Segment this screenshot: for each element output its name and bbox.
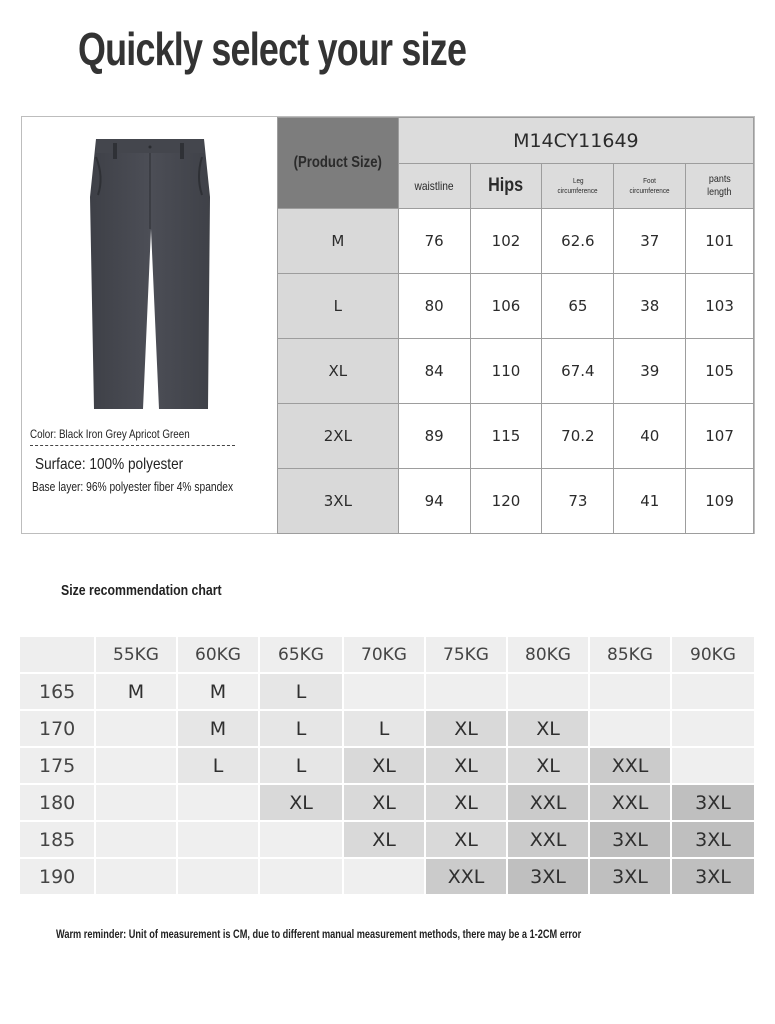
- recommended-size-cell: [260, 859, 342, 894]
- pants-length-value: 101: [686, 209, 754, 274]
- table-row: [278, 404, 754, 469]
- recommended-size-cell: M: [178, 674, 258, 709]
- weight-header: 75KG: [426, 637, 506, 672]
- table-row: [278, 274, 754, 339]
- hips-value: 106: [470, 274, 542, 339]
- recommended-size-cell: XXL: [590, 748, 670, 783]
- size-label: XL: [278, 339, 399, 404]
- recommended-size-cell: XL: [344, 785, 424, 820]
- recommended-size-cell: [508, 674, 588, 709]
- hips-value: 110: [470, 339, 542, 404]
- recommended-size-cell: [344, 674, 424, 709]
- waistline-value: 84: [398, 339, 470, 404]
- recommendation-row: [20, 674, 754, 709]
- hips-value: 102: [470, 209, 542, 274]
- size-spec-table: [277, 117, 754, 534]
- recommended-size-cell: 3XL: [672, 785, 754, 820]
- weight-header: 55KG: [96, 637, 176, 672]
- table-row: [278, 469, 754, 534]
- height-label: 170: [20, 711, 94, 746]
- dashed-divider: [30, 445, 235, 446]
- recommended-size-cell: [96, 859, 176, 894]
- product-info: [30, 427, 270, 494]
- recommended-size-cell: 3XL: [672, 822, 754, 857]
- leg-circumference-value: 70.2: [542, 404, 614, 469]
- size-label: 2XL: [278, 404, 399, 469]
- weight-header-row: [20, 637, 754, 672]
- recommended-size-cell: [672, 711, 754, 746]
- weight-header: 60KG: [178, 637, 258, 672]
- recommended-size-cell: [672, 748, 754, 783]
- pants-length-value: 105: [686, 339, 754, 404]
- column-header-foot-circumference: Foot circumference: [614, 164, 686, 209]
- table-row: [278, 209, 754, 274]
- weight-header: 85KG: [590, 637, 670, 672]
- recommended-size-cell: XL: [344, 748, 424, 783]
- weight-header: 80KG: [508, 637, 588, 672]
- height-label: 175: [20, 748, 94, 783]
- recommendation-title: Size recommendation chart: [61, 582, 222, 599]
- recommendation-row: [20, 748, 754, 783]
- pants-length-value: 107: [686, 404, 754, 469]
- product-size-section: [21, 116, 755, 534]
- column-header-hips: Hips: [470, 164, 542, 209]
- recommended-size-cell: XXL: [590, 785, 670, 820]
- pants-length-value: 103: [686, 274, 754, 339]
- weight-header: 90KG: [672, 637, 754, 672]
- size-label: M: [278, 209, 399, 274]
- recommended-size-cell: [96, 785, 176, 820]
- waistline-value: 76: [398, 209, 470, 274]
- foot-circumference-value: 37: [614, 209, 686, 274]
- recommended-size-cell: [426, 674, 506, 709]
- recommended-size-cell: [260, 822, 342, 857]
- recommended-size-cell: [96, 822, 176, 857]
- waistline-value: 80: [398, 274, 470, 339]
- recommended-size-cell: M: [96, 674, 176, 709]
- recommendation-row: [20, 822, 754, 857]
- foot-circumference-value: 39: [614, 339, 686, 404]
- recommended-size-cell: XL: [344, 822, 424, 857]
- model-code: M14CY11649: [398, 118, 753, 164]
- size-recommendation-grid: [18, 635, 756, 896]
- recommended-size-cell: XL: [260, 785, 342, 820]
- weight-header: 65KG: [260, 637, 342, 672]
- product-panel: [22, 117, 277, 533]
- recommended-size-cell: XXL: [508, 785, 588, 820]
- recommended-size-cell: XXL: [508, 822, 588, 857]
- recommended-size-cell: [590, 711, 670, 746]
- hips-value: 115: [470, 404, 542, 469]
- color-options: Color: Black Iron Grey Apricot Green: [30, 427, 190, 441]
- measurement-reminder: Warm reminder: Unit of measurement is CM, due to different manual measurement methods, there may be a 1-2CM error: [56, 929, 582, 941]
- pants-length-value: 109: [686, 469, 754, 534]
- recommendation-row: [20, 711, 754, 746]
- recommended-size-cell: XL: [426, 785, 506, 820]
- hips-value: 120: [470, 469, 542, 534]
- height-label: 190: [20, 859, 94, 894]
- recommended-size-cell: [178, 822, 258, 857]
- recommended-size-cell: XL: [508, 748, 588, 783]
- waistline-value: 89: [398, 404, 470, 469]
- recommended-size-cell: [96, 748, 176, 783]
- recommended-size-cell: M: [178, 711, 258, 746]
- recommendation-row: [20, 785, 754, 820]
- recommended-size-cell: [178, 859, 258, 894]
- recommended-size-cell: XL: [426, 822, 506, 857]
- leg-circumference-value: 65: [542, 274, 614, 339]
- recommended-size-cell: L: [260, 674, 342, 709]
- recommended-size-cell: XL: [426, 748, 506, 783]
- recommended-size-cell: [178, 785, 258, 820]
- recommended-size-cell: L: [344, 711, 424, 746]
- recommended-size-cell: L: [178, 748, 258, 783]
- product-image: [86, 137, 216, 412]
- recommended-size-cell: XXL: [426, 859, 506, 894]
- recommended-size-cell: L: [260, 711, 342, 746]
- corner-cell: [20, 637, 94, 672]
- size-label: L: [278, 274, 399, 339]
- weight-header: 70KG: [344, 637, 424, 672]
- leg-circumference-value: 62.6: [542, 209, 614, 274]
- waistline-value: 94: [398, 469, 470, 534]
- recommended-size-cell: L: [260, 748, 342, 783]
- recommended-size-cell: [344, 859, 424, 894]
- recommendation-row: [20, 859, 754, 894]
- height-label: 180: [20, 785, 94, 820]
- foot-circumference-value: 41: [614, 469, 686, 534]
- foot-circumference-value: 38: [614, 274, 686, 339]
- recommended-size-cell: 3XL: [508, 859, 588, 894]
- height-label: 165: [20, 674, 94, 709]
- recommended-size-cell: XL: [426, 711, 506, 746]
- leg-circumference-value: 67.4: [542, 339, 614, 404]
- surface-material: Surface: 100% polyester: [35, 456, 184, 473]
- column-header-leg-circumference: Leg circumference: [542, 164, 614, 209]
- foot-circumference-value: 40: [614, 404, 686, 469]
- recommended-size-cell: 3XL: [590, 822, 670, 857]
- leg-circumference-value: 73: [542, 469, 614, 534]
- column-header-pants-length: pants length: [686, 164, 754, 209]
- recommended-size-cell: 3XL: [672, 859, 754, 894]
- height-label: 185: [20, 822, 94, 857]
- page-title: Quickly select your size: [78, 23, 467, 75]
- pants-icon: [86, 137, 216, 412]
- table-row: [278, 339, 754, 404]
- column-header-waistline: waistline: [398, 164, 470, 209]
- recommended-size-cell: [96, 711, 176, 746]
- recommended-size-cell: 3XL: [590, 859, 670, 894]
- product-size-header: (Product Size): [278, 118, 399, 209]
- recommended-size-cell: [590, 674, 670, 709]
- base-layer-material: Base layer: 96% polyester fiber 4% spandex: [32, 480, 234, 494]
- recommended-size-cell: XL: [508, 711, 588, 746]
- recommended-size-cell: [672, 674, 754, 709]
- size-label: 3XL: [278, 469, 399, 534]
